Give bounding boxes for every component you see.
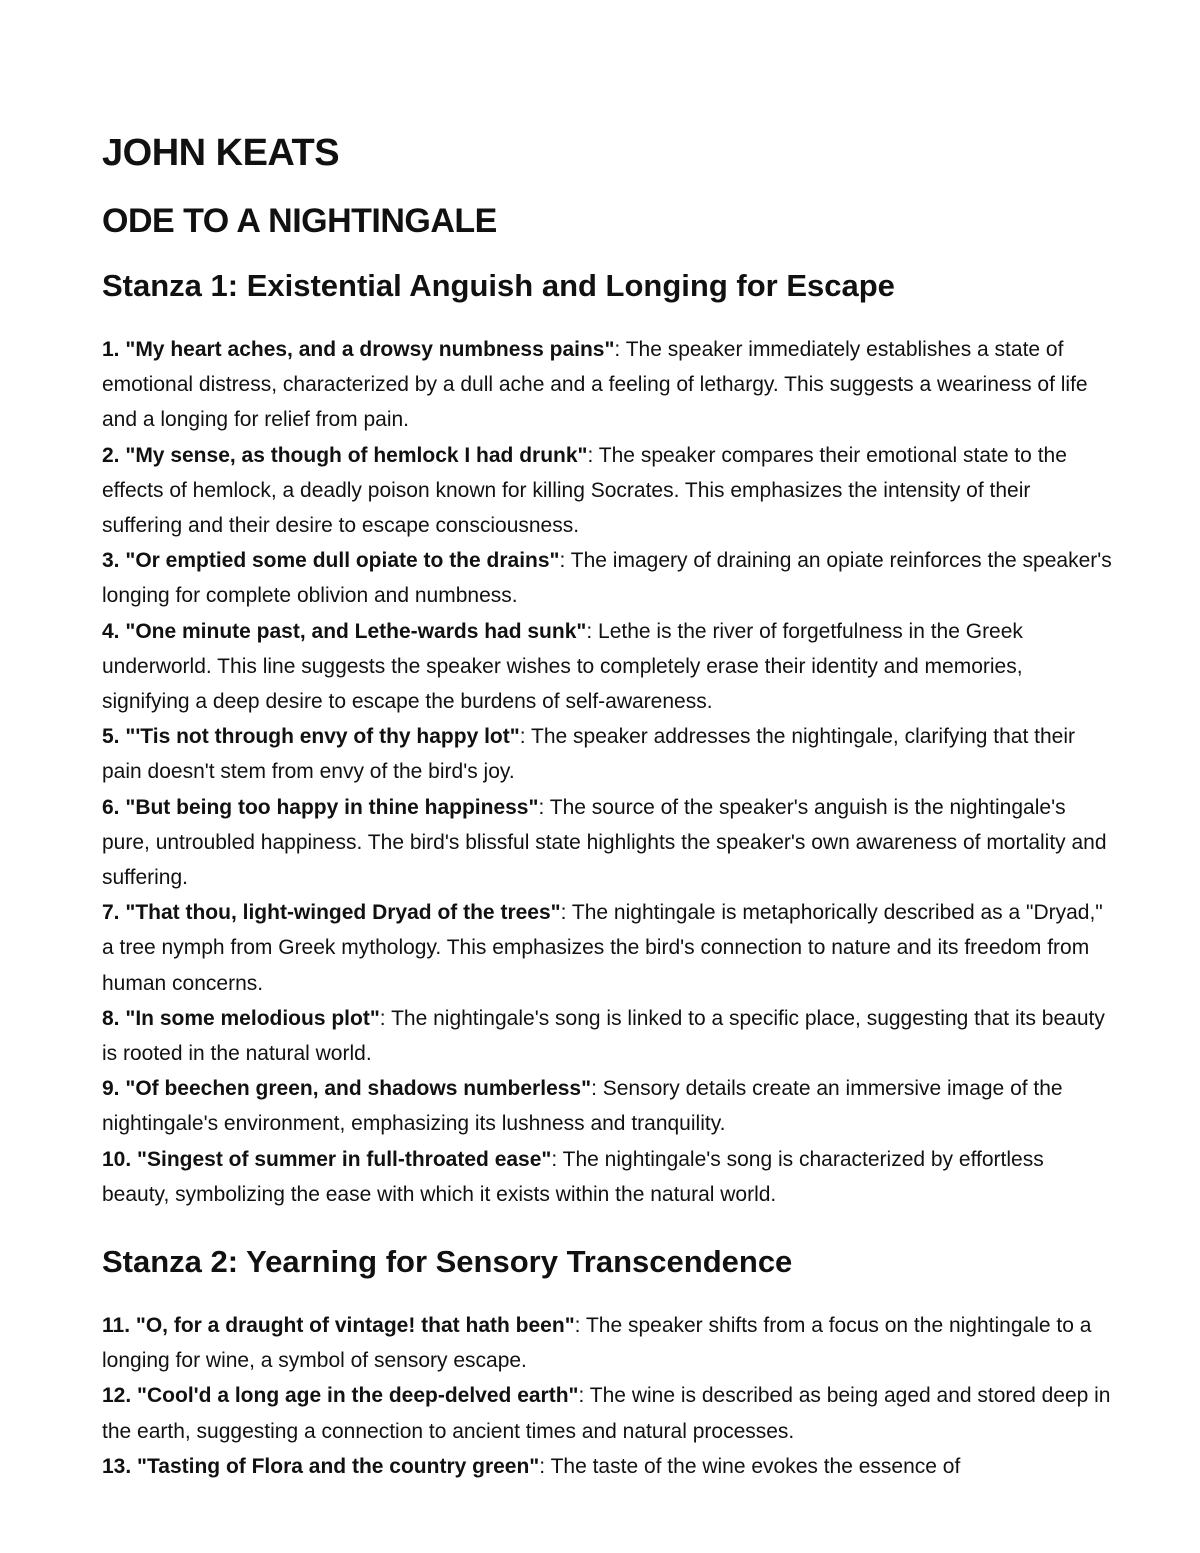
list-item [102,543,1112,613]
list-item [102,1001,1112,1071]
item-description: : The nightingale is metaphorically described as a "Dryad," a tree nymph from Greek mythology. This emphasizes the bird's connection to nature and its freedom from human concerns. [102,901,1103,995]
item-description: : Sensory details create an immersive image of the nightingale's environment, emphasizing its lushness and tranquility. [102,1077,1063,1136]
item-description: : The source of the speaker's anguish is the nightingale's pure, untroubled happiness. The bird's blissful state highlights the speaker's own awareness of mortality and suffering. [102,795,1107,890]
item-quote: "'Tis not through envy of thy happy lot" [125,725,520,749]
list-item [102,1378,1112,1448]
item-quote: "Or emptied some dull opiate to the drains" [125,549,560,573]
item-quote: "That thou, light-winged Dryad of the trees" [125,901,561,925]
item-number: 7. [102,901,120,925]
item-quote: "But being too happy in thine happiness" [125,795,539,819]
item-number: 3. [102,549,120,573]
item-number: 2. [102,443,120,467]
item-description: : The taste of the wine evokes the essence of [539,1454,961,1478]
item-number: 5. [102,725,120,749]
item-number: 13. [102,1454,132,1478]
item-description: : The speaker shifts from a focus on the nightingale to a longing for wine, a symbol of sensory escape. [102,1314,1092,1373]
list-item [102,1142,1112,1212]
item-description: : The speaker immediately establishes a state of emotional distress, characterized by a dull ache and a feeling of lethargy. This suggests a weariness of life and a longing for relief from pain. [102,338,1088,432]
list-item [102,790,1112,896]
item-number: 9. [102,1077,120,1101]
item-description: : The nightingale's song is characterized by effortless beauty, symbolizing the ease with which it exists within the natural world. [102,1147,1044,1206]
item-number: 4. [102,619,120,643]
item-quote: "One minute past, and Lethe-wards had sunk" [125,619,587,643]
stanza-1-list [102,332,1112,1212]
item-number: 10. [102,1147,132,1171]
item-number: 11. [102,1314,131,1338]
list-item [102,332,1112,438]
item-quote: "In some melodious plot" [125,1006,380,1030]
item-quote: "Singest of summer in full-throated ease" [137,1147,552,1171]
item-quote: "Tasting of Flora and the country green" [137,1454,540,1478]
list-item [102,614,1112,720]
item-quote: "My sense, as though of hemlock I had drunk" [125,443,588,467]
item-description: : Lethe is the river of forgetfulness in the Greek underworld. This line suggests the speaker wishes to completely erase their identity and memories, signifying a deep desire to escape the burdens of self-awareness. [102,619,1023,714]
item-quote: "My heart aches, and a drowsy numbness pains" [125,338,615,361]
item-quote: "Of beechen green, and shadows numberless" [125,1077,592,1101]
list-item [102,1308,1112,1378]
item-description: : The speaker compares their emotional state to the effects of hemlock, a deadly poison known for killing Socrates. This emphasizes the intensity of their suffering and their desire to escape consciousness. [102,443,1067,538]
list-item [102,1071,1112,1141]
poem-title: ODE TO A NIGHTINGALE [102,202,497,240]
item-number: 12. [102,1384,132,1408]
stanza-2-heading: Stanza 2: Yearning for Sensory Transcendence [102,1244,793,1280]
item-quote: "Cool'd a long age in the deep-delved earth" [137,1384,579,1408]
list-item [102,1449,1112,1484]
stanza-2-list [102,1308,1112,1484]
item-description: : The speaker addresses the nightingale, clarifying that their pain doesn't stem from envy of the bird's joy. [102,725,1075,784]
item-number: 1. [102,338,120,361]
item-description: : The nightingale's song is linked to a specific place, suggesting that its beauty is rooted in the natural world. [102,1006,1105,1066]
list-item [102,719,1112,789]
document-body [102,118,1112,1484]
item-quote: "O, for a draught of vintage! that hath been" [135,1314,575,1338]
author-heading: JOHN KEATS [102,132,340,174]
item-description: : The wine is described as being aged and stored deep in the earth, suggesting a connection to ancient times and natural processes. [102,1384,1111,1443]
stanza-1-heading: Stanza 1: Existential Anguish and Longing for Escape [102,268,895,303]
list-item [102,438,1112,544]
item-description: : The imagery of draining an opiate reinforces the speaker's longing for complete oblivion and numbness. [102,549,1112,608]
item-number: 8. [102,1006,120,1030]
list-item [102,895,1112,1001]
item-number: 6. [102,795,120,819]
